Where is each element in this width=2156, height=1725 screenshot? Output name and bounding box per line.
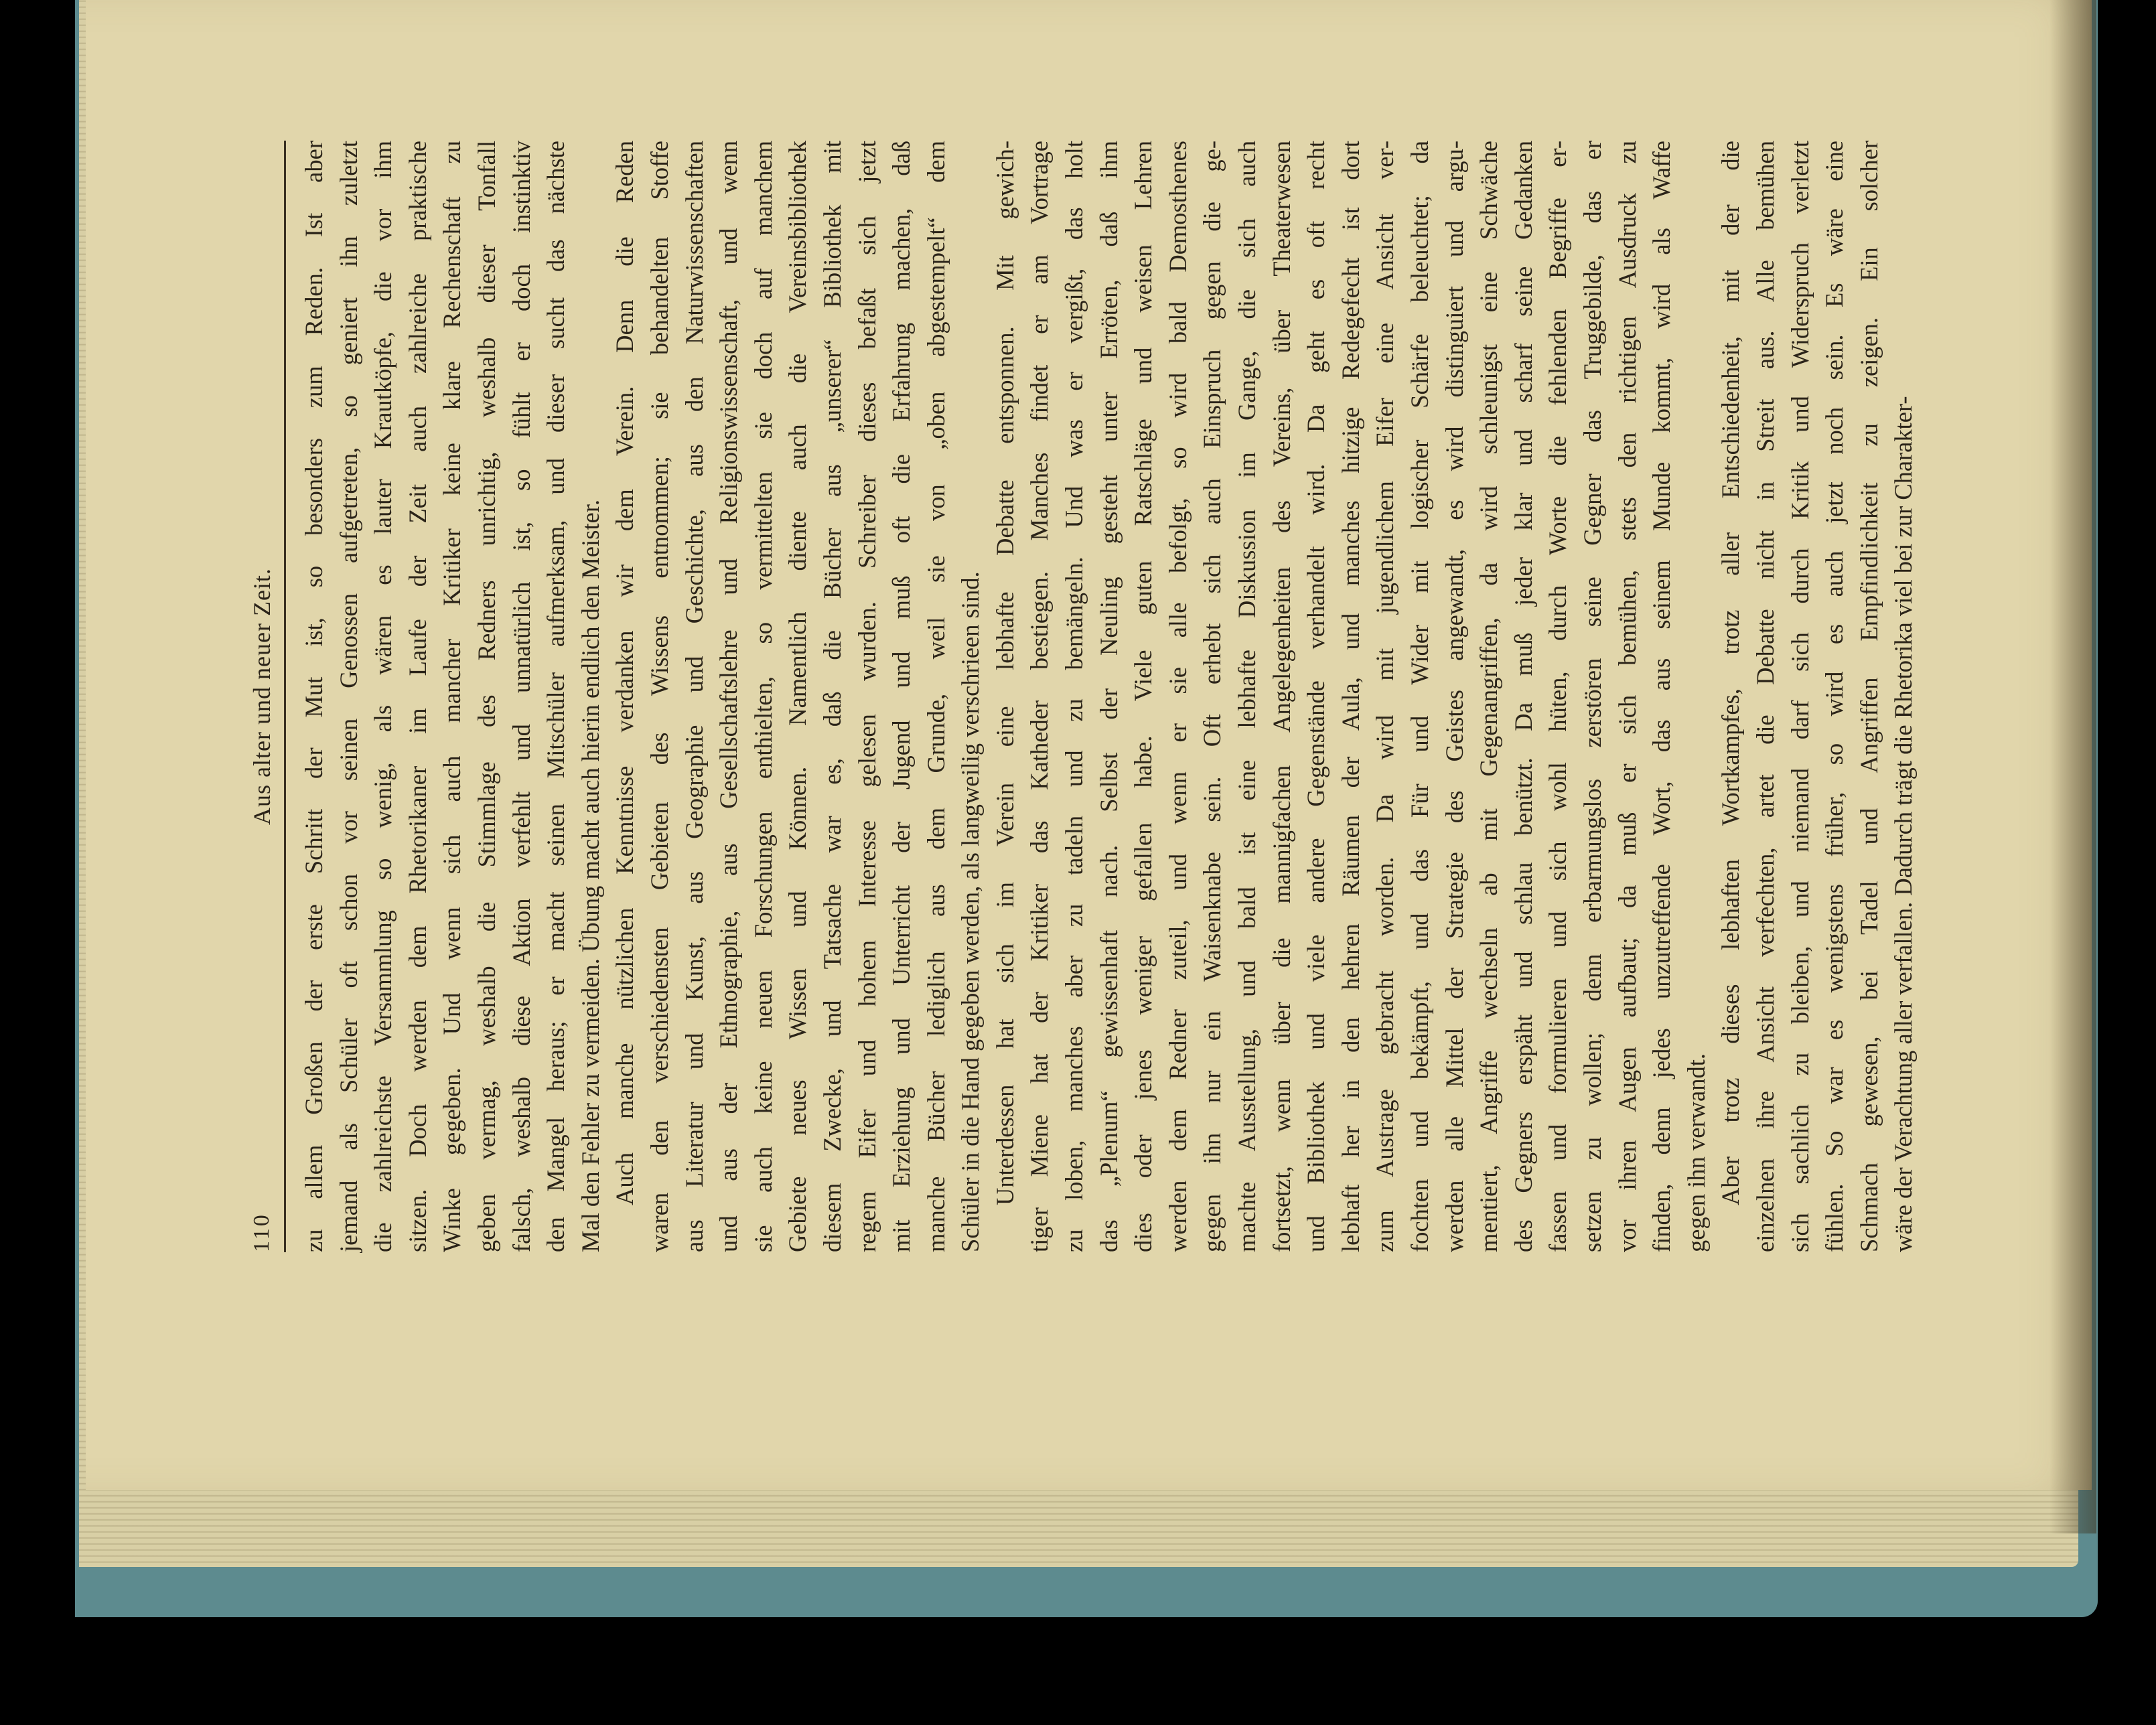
text-line: wäre der Verachtung aller verfallen. Dadurch trägt die Rhetorika viel bei zur Charakter- <box>1889 396 1918 1252</box>
text-line: finden, denn jedes unzutreffende Wort, das aus seinem Munde kommt, wird als Waffe <box>1648 141 1676 1252</box>
text-line: sich sachlich zu bleiben, und niemand darf sich durch Kritik und Widerspruch verletzt <box>1786 141 1814 1252</box>
text-line: tiger Miene hat der Kritiker das Katheder bestiegen. Manches findet er am Vortrage <box>1025 141 1054 1252</box>
text-line: zu loben, manches aber zu tadeln und zu bemängeln. Und was er vergißt, das holt <box>1060 141 1088 1252</box>
text-line: werden dem Redner zuteil, und wenn er sie alle befolgt, so wird bald Demosthenes <box>1163 141 1192 1252</box>
page-gutter <box>2050 0 2096 1533</box>
text-line: setzen zu wollen; denn erbarmungslos zerstören seine Gegner das Truggebilde, das er <box>1578 141 1606 1252</box>
text-line: gegen ihn verwandt. <box>1682 1053 1710 1252</box>
text-line: Winke gegeben. Und wenn sich auch mancher Kritiker keine klare Rechenschaft zu <box>438 141 466 1252</box>
text-line: fassen und formulieren und sich wohl hüten, durch Worte die fehlenden Begriffe er- <box>1544 141 1572 1252</box>
text-line: waren den verschiedensten Gebieten des Wissens entnommen; sie behandelten Stoffe <box>645 141 673 1252</box>
text-line: mentiert, Angriffe wechseln ab mit Gegenangriffen, da wird schleunigst eine Schwäche <box>1475 141 1503 1252</box>
text-line: einzelnen ihre Ansicht verfechten, artet die Debatte nicht in Streit aus. Alle bemühen <box>1751 141 1779 1252</box>
text-line: fochten und bekämpft, und das Für und Wider mit logischer Schärfe beleuchtet; da <box>1406 141 1433 1252</box>
text-line: geben vermag, weshalb die Stimmlage des Redners unrichtig, weshalb dieser Tonfall <box>472 141 500 1252</box>
text-line: die zahlreichste Versammlung so wenig, als wären es lauter Krautköpfe, die vor ihm <box>369 141 397 1252</box>
text-line: Schüler in die Hand gegeben werden, als langweilig verschrieen sind. <box>956 571 985 1252</box>
text-line: vor ihren Augen aufbaut; da muß er sich bemühen, stets den richtigen Ausdruck zu <box>1613 141 1641 1252</box>
body-text <box>297 141 1921 1252</box>
text-line: Mal den Fehler zu vermeiden. Übung macht auch hierin endlich den Meister. <box>576 499 604 1252</box>
running-head: Aus alter und neuer Zeit. <box>248 568 275 825</box>
text-line: mit Erziehung und Unterricht der Jugend und muß oft die Erfahrung machen, daß <box>887 141 916 1252</box>
text-line: gegen ihn nur ein Waisenknabe sein. Oft erhebt sich auch Einspruch gegen die ge- <box>1198 141 1226 1252</box>
text-line: sie auch keine neuen Forschungen enthielten, so vermittelten sie doch auf manchem <box>749 141 777 1252</box>
text-line: dies oder jenes weniger gefallen habe. Viele guten Ratschläge und weisen Lehren <box>1129 141 1157 1252</box>
text-line: regem Eifer und hohem Interesse gelesen wurden. Schreiber dieses befaßt sich jetzt <box>853 141 881 1252</box>
text-line: fühlen. So war es wenigstens früher, so wird es auch jetzt noch sein. Es wäre eine <box>1820 141 1849 1252</box>
rotated-page-content <box>241 141 1918 1252</box>
text-line: fortsetzt, wenn über die mannigfachen Angelegenheiten des Vereins, über Theaterwesen <box>1267 141 1295 1252</box>
text-line: den Mangel heraus; er macht seinen Mitschüler aufmerksam, und dieser sucht das nächste <box>542 141 570 1252</box>
text-line: Auch manche nützlichen Kenntnisse verdanken wir dem Verein. Denn die Reden <box>611 141 639 1205</box>
text-line: das „Plenum“ gewissenhaft nach. Selbst der Neuling gesteht unter Erröten, daß ihm <box>1094 141 1123 1252</box>
text-line: Schmach gewesen, bei Tadel und Angriffen Empfindlichkeit zu zeigen. Ein solcher <box>1855 141 1883 1252</box>
text-line: sitzen. Doch werden dem Rhetorikaner im Laufe der Zeit auch zahlreiche praktische <box>403 141 431 1252</box>
text-line: Unterdessen hat sich im Verein eine lebhafte Debatte entsponnen. Mit gewich- <box>991 141 1019 1205</box>
text-line: und aus der Ethnographie, aus Gesellschaftslehre und Religionswissenschaft, und wenn <box>715 141 743 1252</box>
page-number: 110 <box>249 1213 274 1252</box>
text-line: falsch, weshalb diese Aktion verfehlt und unnatürlich ist, so fühlt er doch instinktiv <box>507 141 535 1252</box>
text-line: und Bibliothek und viele andere Gegenstände verhandelt wird. Da geht es oft recht <box>1302 141 1330 1252</box>
text-line: zum Austrage gebracht worden. Da wird mit jugendlichem Eifer eine Ansicht ver- <box>1371 141 1399 1252</box>
text-line: Gebiete neues Wissen und Können. Namentlich diente auch die Vereinsbibliothek <box>784 141 812 1252</box>
text-line: machte Ausstellung, und bald ist eine lebhafte Diskussion im Gange, die sich auch <box>1233 141 1261 1252</box>
text-line: aus Literatur und Kunst, aus Geographie und Geschichte, aus den Naturwissenschaften <box>680 141 708 1252</box>
text-line: des Gegners erspäht und schlau benützt. Da muß jeder klar und scharf seine Gedanken <box>1509 141 1537 1252</box>
text-line: jemand als Schüler oft schon vor seinen Genossen aufgetreten, so geniert ihn zuletzt <box>334 141 362 1252</box>
text-line: manche Bücher lediglich aus dem Grunde, weil sie von „oben abgestempelt“ dem <box>922 141 950 1252</box>
text-line: werden alle Mittel der Strategie des Geistes angewandt, es wird distinguiert und argu- <box>1440 141 1468 1252</box>
text-line: Aber trotz dieses lebhaften Wortkampfes, trotz aller Entschiedenheit, mit der die <box>1717 141 1745 1205</box>
text-line: zu allem Großen der erste Schritt der Mut ist, so besonders zum Reden. Ist aber <box>300 141 328 1252</box>
text-line: diesem Zwecke, und Tatsache war es, daß die Bücher aus „unserer“ Bibliothek mit <box>818 141 846 1252</box>
page-header <box>241 141 286 1252</box>
text-line: lebhaft her in den hehren Räumen der Aula, und manches hitzige Redegefecht ist dort <box>1336 141 1364 1252</box>
